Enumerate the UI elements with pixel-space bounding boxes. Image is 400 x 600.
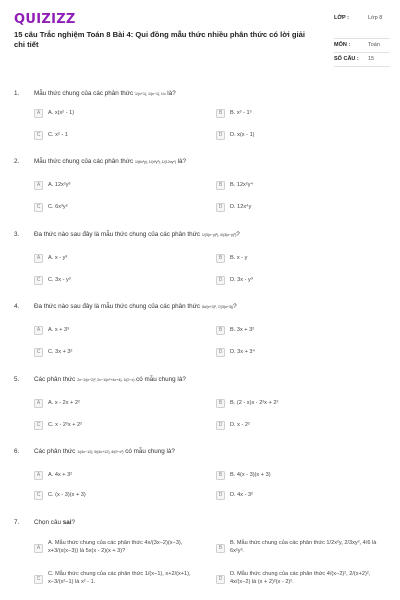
- option-text: C. 6x³y²: [48, 204, 68, 210]
- option-text: A. x + 3³: [48, 327, 69, 333]
- option-letter-box: A: [34, 109, 43, 118]
- option-letter-box: A: [34, 181, 43, 190]
- option-text: C. 3x - y²: [48, 277, 71, 283]
- option-text: B. (2 - x)x - 2²x + 2²: [230, 400, 279, 406]
- option-letter-box: C: [34, 575, 43, 584]
- option-letter-box: B: [216, 471, 225, 480]
- option-letter-box: A: [34, 399, 43, 408]
- option-text: B. 12x²y⁴: [230, 182, 253, 188]
- option-text: B. Mẫu thức chung của các phân thức 1/2x²y, 2/3xy², 4/6 là 6x²y³.: [230, 540, 377, 554]
- fraction-expression: 1/(6x²y), 1/(x²y³), 1/(12xy⁴): [134, 159, 176, 164]
- quizizz-logo: QUIZIZZ: [14, 12, 76, 27]
- option-letter-box: C: [34, 276, 43, 285]
- question-text: Mẫu thức chung của các phân thức 1/(x+1), 1/(x−1), 1/x là?: [34, 90, 176, 97]
- socau-label: SỐ CÂU :: [334, 56, 359, 62]
- option-text: D. 12x⁴y: [230, 204, 252, 210]
- option-text: A. x(x² - 1): [48, 110, 75, 116]
- option-text: D. 3x + 3⁴: [230, 349, 255, 355]
- option-letter-box: B: [216, 254, 225, 263]
- option-letter-box: C: [34, 348, 43, 357]
- question-number: 3.: [14, 231, 20, 238]
- question-number: 2.: [14, 158, 20, 165]
- worksheet-title: 15 câu Trắc nghiệm Toán 8 Bài 4: Qui đồng mẫu thức nhiều phân thức có lời giải chi tiết: [14, 30, 305, 49]
- question-text: Đa thức nào sau đây là mẫu thức chung của các phân thức 1/(3(x−y)²), 4/(3(x−y)³)?: [34, 231, 240, 238]
- question-text: Các phân thức 2x−1/(x−2)², 2x−1/(x²+4x+4), 1/(2−x) có mẫu chung là?: [34, 376, 186, 383]
- meta-divider: [334, 66, 390, 67]
- lop-label: LỚP :: [334, 15, 349, 21]
- option-text: D. 3x - y³: [230, 277, 253, 283]
- worksheet-header: [0, 0, 400, 72]
- option-text: B. x³ - 1³: [230, 110, 252, 116]
- option-text: C. x² - 1: [48, 132, 68, 138]
- socau-value: 15: [368, 56, 375, 62]
- fraction-expression: 1/(4x−12), 5/(4x+12), 4/(9−x²): [77, 449, 124, 454]
- option-text: B. 4(x - 3)(x + 3): [230, 472, 271, 478]
- option-letter-box: C: [34, 203, 43, 212]
- emphasis-word: sai: [62, 519, 72, 526]
- option-text: A. x - 2x + 2²: [48, 400, 80, 406]
- option-letter-box: D: [216, 421, 225, 430]
- option-text: B. 3x + 3²: [230, 327, 255, 333]
- option-text: D. 4x - 3²: [230, 492, 254, 498]
- question-number: 4.: [14, 303, 20, 310]
- option-letter-box: D: [216, 131, 225, 140]
- option-text: C. 3x + 3²: [48, 349, 73, 355]
- fraction-expression: 5x/(x+3)³, 7/(3(x+3)): [201, 304, 234, 309]
- option-text: D. x(x - 1): [230, 132, 255, 138]
- meta-divider: [334, 52, 390, 53]
- option-letter-box: B: [216, 109, 225, 118]
- option-text: A. 4x + 3²: [48, 472, 73, 478]
- option-text: B. x - y: [230, 255, 248, 261]
- question-text: Mẫu thức chung của các phân thức 1/(6x²y), 1/(x²y³), 1/(12xy⁴) là?: [34, 158, 187, 165]
- fraction-expression: 2x−1/(x−2)², 2x−1/(x²+4x+4), 1/(2−x): [77, 377, 135, 382]
- option-text: D. Mẫu thức chung của các phân thức 4/(x−2)², 2/(x+2)², 4x/(x−2) là (x + 2)²(x - 2)².: [230, 571, 371, 585]
- option-text: C. Mẫu thức chung của các phân thức 1/(x−1), x+2/(x+1), x−3/(x²−1) là x² - 1.: [48, 571, 191, 585]
- question-number: 5.: [14, 376, 20, 383]
- fraction-expression: 1/(x+1), 1/(x−1), 1/x: [134, 91, 166, 96]
- option-letter-box: A: [34, 326, 43, 335]
- lop-value: Lớp 8: [368, 15, 383, 21]
- meta-divider: [334, 38, 390, 39]
- option-letter-box: D: [216, 276, 225, 285]
- mon-value: Toán: [368, 42, 380, 48]
- question-number: 1.: [14, 90, 20, 97]
- option-text: C. x - 2²x + 2²: [48, 422, 83, 428]
- question-text: Các phân thức 1/(4x−12), 5/(4x+12), 4/(9−x²) có mẫu chung là?: [34, 448, 175, 455]
- option-letter-box: C: [34, 421, 43, 430]
- option-letter-box: C: [34, 131, 43, 140]
- option-text: A. 12x²y³: [48, 182, 71, 188]
- option-text: D. x - 2²: [230, 422, 250, 428]
- option-letter-box: A: [34, 544, 43, 553]
- option-letter-box: D: [216, 491, 225, 500]
- option-letter-box: A: [34, 254, 43, 263]
- option-letter-box: D: [216, 575, 225, 584]
- option-letter-box: A: [34, 471, 43, 480]
- question-text: Đa thức nào sau đây là mẫu thức chung của các phân thức 5x/(x+3)³, 7/(3(x+3))?: [34, 303, 237, 310]
- fraction-expression: 1/(3(x−y)²), 4/(3(x−y)³): [201, 232, 237, 237]
- option-text: C. (x - 3)(x + 3): [48, 492, 86, 498]
- option-letter-box: D: [216, 203, 225, 212]
- option-letter-box: B: [216, 181, 225, 190]
- option-letter-box: C: [34, 491, 43, 500]
- option-text: A. x - y³: [48, 255, 68, 261]
- option-text: A. Mẫu thức chung của các phân thức 4x/(3x−2)(x−3), x+3/(x(x−3)) là 5x(x - 2)(x + 3)?: [48, 540, 183, 554]
- option-letter-box: B: [216, 544, 225, 553]
- option-letter-box: B: [216, 399, 225, 408]
- question-text: Chọn câu sai?: [34, 519, 75, 526]
- question-number: 6.: [14, 448, 20, 455]
- question-number: 7.: [14, 519, 20, 526]
- option-letter-box: D: [216, 348, 225, 357]
- mon-label: MÔN :: [334, 42, 351, 48]
- option-letter-box: B: [216, 326, 225, 335]
